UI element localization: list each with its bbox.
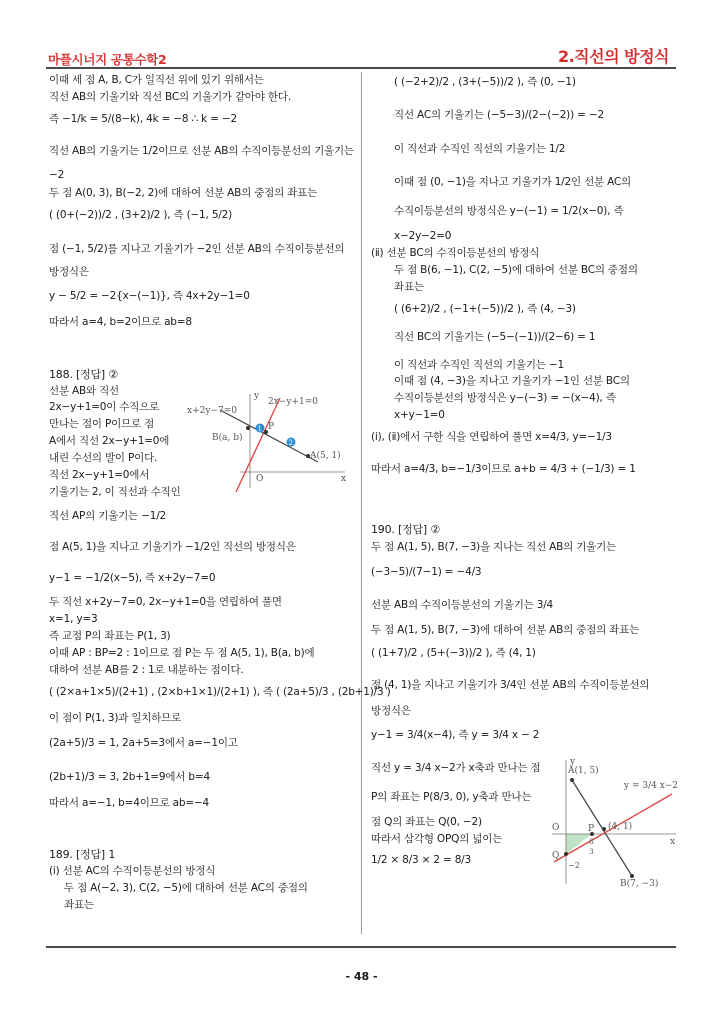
right-text-line: 수직이등분선의 방정식은 y−(−3) = −(x−4), 즉 bbox=[394, 392, 616, 404]
right-text-line: ( (1+7)/2 , (5+(−3))/2 ), 즉 (4, 1) bbox=[371, 647, 536, 659]
right-text-line: 두 점 A(1, 5), B(7, −3)을 지나는 직선 AB의 기울기는 bbox=[371, 541, 616, 553]
left-text-line: ( (2×a+1×5)/(2+1) , (2×b+1×1)/(2+1) ), 즉 ( (2a+5)/3 , (2b+1)/3 ) bbox=[49, 686, 391, 698]
graph-188 bbox=[187, 391, 350, 492]
left-text-line: 189. [정답] 1 bbox=[49, 848, 116, 861]
right-text-line: 따라서 삼각형 OPQ의 넓이는 bbox=[371, 833, 503, 845]
page-number: - 48 - bbox=[345, 970, 378, 983]
right-text-line: 방정식은 bbox=[371, 705, 411, 717]
left-text-line: 즉 −1/k = 5/(8−k), 4k = −8 ∴ k = −2 bbox=[49, 113, 237, 125]
left-text-line: 직선 AB의 기울기와 직선 BC의 기울기가 같아야 한다. bbox=[49, 91, 291, 103]
left-text-line: 방정식은 bbox=[49, 266, 89, 278]
left-text-line: 2x−y+1=0이 수직으로 bbox=[49, 401, 160, 413]
right-text-line: 따라서 a=4/3, b=−1/3이므로 a+b = 4/3 + (−1/3) = 1 bbox=[371, 463, 636, 475]
header-book-title: 마플시너지 공통수학2 bbox=[48, 52, 167, 67]
point-b bbox=[246, 426, 250, 430]
right-text-line: 직선 y = 3/4 x−2가 x축과 만나는 점 bbox=[371, 762, 541, 774]
right-text-line: 이 직선과 수직인 직선의 기울기는 1/2 bbox=[394, 143, 566, 155]
right-text-line: 1/2 × 8/3 × 2 = 8/3 bbox=[371, 854, 471, 866]
point-a bbox=[570, 778, 574, 782]
left-text-line: (2b+1)/3 = 3, 2b+1=9에서 b=4 bbox=[49, 771, 210, 783]
right-text-line: P의 좌표는 P(8/3, 0), y축과 만나는 bbox=[371, 791, 532, 803]
ratio-label-2: 2 bbox=[288, 439, 293, 447]
label-b: B(a, b) bbox=[212, 433, 243, 443]
left-text-line: 즉 교점 P의 좌표는 P(1, 3) bbox=[49, 630, 171, 642]
left-text-line: (ⅰ) 선분 AC의 수직이등분선의 방정식 bbox=[49, 865, 216, 877]
right-text-line: 이 직선과 수직인 직선의 기울기는 −1 bbox=[394, 359, 564, 371]
right-text-line: ( (−2+2)/2 , (3+(−5))/2 ), 즉 (0, −1) bbox=[394, 76, 576, 88]
right-text-line: 190. [정답] ② bbox=[371, 523, 440, 536]
right-text-line: (ⅰ), (ⅱ)에서 구한 식을 연립하여 풀면 x=4/3, y=−1/3 bbox=[371, 431, 612, 443]
point-b bbox=[630, 874, 634, 878]
label-line1: x+2y−7=0 bbox=[187, 406, 237, 416]
right-text-line: 이때 점 (0, −1)을 지나고 기울기가 1/2인 선분 AC의 bbox=[394, 176, 631, 188]
label-o: O bbox=[552, 823, 560, 833]
left-text-line: 선분 AB와 직선 bbox=[49, 385, 119, 397]
ratio-label-1: 1 bbox=[257, 425, 262, 433]
left-text-line: 대하여 선분 AB를 2 : 1로 내분하는 점이다. bbox=[49, 664, 244, 676]
left-text-line: 이때 세 점 A, B, C가 일직선 위에 있기 위해서는 bbox=[49, 74, 264, 86]
left-text-line: y−1 = −1/2(x−5), 즉 x+2y−7=0 bbox=[49, 572, 216, 584]
left-text-line: 만나는 점이 P이므로 점 bbox=[49, 418, 155, 430]
point-q bbox=[564, 852, 568, 856]
right-text-line: 선분 AB의 수직이등분선의 기울기는 3/4 bbox=[371, 599, 554, 611]
left-text-line: 직선 2x−y+1=0에서 bbox=[49, 469, 150, 481]
right-text-line: 두 점 B(6, −1), C(2, −5)에 대하여 선분 BC의 중점의 bbox=[394, 264, 638, 276]
right-text-line: 이때 점 (4, −3)을 지나고 기울기가 −1인 선분 BC의 bbox=[394, 375, 630, 387]
label-p-num: 8 bbox=[589, 837, 594, 846]
left-text-line: 좌표는 bbox=[64, 899, 94, 911]
label-y: y bbox=[570, 757, 576, 767]
left-text-line: 직선 AP의 기울기는 −1/2 bbox=[49, 510, 167, 522]
right-text-line: (−3−5)/(7−1) = −4/3 bbox=[371, 566, 482, 578]
label-a: A(1, 5) bbox=[568, 766, 599, 776]
header-rule bbox=[46, 67, 676, 69]
label-m: (4, 1) bbox=[608, 822, 633, 832]
label-o: O bbox=[256, 474, 264, 484]
label-x: x bbox=[670, 837, 676, 847]
label-p: P bbox=[268, 422, 275, 432]
right-text-line: ( (6+2)/2 , (−1+(−5))/2 ), 즉 (4, −3) bbox=[394, 303, 576, 315]
right-text-line: 직선 BC의 기울기는 (−5−(−1))/(2−6) = 1 bbox=[394, 331, 596, 343]
left-text-line: 두 직선 x+2y−7=0, 2x−y+1=0을 연립하여 풀면 bbox=[49, 596, 282, 608]
left-text-line: 두 점 A(−2, 3), C(2, −5)에 대하여 선분 AC의 중점의 bbox=[64, 882, 308, 894]
left-text-line: 기울기는 2, 이 직선과 수직인 bbox=[49, 486, 181, 498]
left-text-line: (2a+5)/3 = 1, 2a+5=3에서 a=−1이고 bbox=[49, 737, 238, 749]
right-text-line: 좌표는 bbox=[394, 281, 424, 293]
label-p-den: 3 bbox=[589, 847, 594, 856]
left-text-line: 188. [정답] ② bbox=[49, 368, 118, 381]
footer-rule bbox=[46, 946, 676, 948]
left-text-line: 내린 수선의 발이 P이다. bbox=[49, 452, 158, 464]
left-text-line: 따라서 a=4, b=2이므로 ab=8 bbox=[49, 316, 192, 328]
left-text-line: 이 점이 P(1, 3)과 일치하므로 bbox=[49, 712, 182, 724]
right-text-line: 점 Q의 좌표는 Q(0, −2) bbox=[371, 816, 482, 828]
left-text-line: 이때 AP : BP=2 : 1이므로 점 P는 두 점 A(5, 1), B(a, b)에 bbox=[49, 647, 315, 659]
left-text-line: x=1, y=3 bbox=[49, 613, 98, 625]
label-line: y = 3/4 x−2 bbox=[624, 781, 679, 791]
header-chapter-title: 2.직선의 방정식 bbox=[557, 47, 669, 66]
column-divider bbox=[361, 72, 362, 934]
left-text-line: 따라서 a=−1, b=4이므로 ab=−4 bbox=[49, 797, 210, 809]
left-text-line: 점 A(5, 1)을 지나고 기울기가 −1/2인 직선의 방정식은 bbox=[49, 541, 296, 553]
right-text-line: x+y−1=0 bbox=[394, 409, 445, 421]
right-text-line: 수직이등분선의 방정식은 y−(−1) = 1/2(x−0), 즉 bbox=[394, 205, 624, 217]
left-text-line: ( (0+(−2))/2 , (3+2)/2 ), 즉 (−1, 5/2) bbox=[49, 209, 233, 221]
right-text-line: 직선 AC의 기울기는 (−5−3)/(2−(−2)) = −2 bbox=[394, 109, 604, 121]
label-q: Q bbox=[552, 851, 560, 861]
label-a: A(5, 1) bbox=[310, 451, 341, 461]
left-text-line: 직선 AB의 기울기는 1/2이므로 선분 AB의 수직이등분선의 기울기는 bbox=[49, 145, 354, 157]
right-text-line: (ⅱ) 선분 BC의 수직이등분선의 방정식 bbox=[371, 247, 540, 259]
label-x: x bbox=[341, 474, 347, 484]
right-text-line: 점 (4, 1)을 지나고 기울기가 3/4인 선분 AB의 수직이등분선의 bbox=[371, 679, 650, 691]
left-text-line: 두 점 A(0, 3), B(−2, 2)에 대하여 선분 AB의 중점의 좌표는 bbox=[49, 187, 318, 199]
label-p: P bbox=[588, 824, 595, 834]
label-b: B(7, −3) bbox=[620, 879, 659, 889]
left-text-line: A에서 직선 2x−y+1=0에 bbox=[49, 435, 170, 447]
label-y: y bbox=[254, 391, 260, 401]
left-text-line: y − 5/2 = −2{x−(−1)}, 즉 4x+2y−1=0 bbox=[49, 290, 250, 302]
right-text-line: 두 점 A(1, 5), B(7, −3)에 대하여 선분 AB의 중점의 좌표는 bbox=[371, 624, 640, 636]
graph-190 bbox=[548, 758, 678, 888]
left-text-line: 점 (−1, 5/2)를 지나고 기울기가 −2인 선분 AB의 수직이등분선의 bbox=[49, 243, 345, 255]
label-q-value: −2 bbox=[568, 861, 580, 870]
right-text-line: y−1 = 3/4(x−4), 즉 y = 3/4 x − 2 bbox=[371, 729, 540, 741]
left-text-line: −2 bbox=[49, 169, 65, 181]
right-text-line: x−2y−2=0 bbox=[394, 230, 452, 242]
label-line2: 2x−y+1=0 bbox=[268, 397, 318, 407]
point-m bbox=[602, 827, 606, 831]
